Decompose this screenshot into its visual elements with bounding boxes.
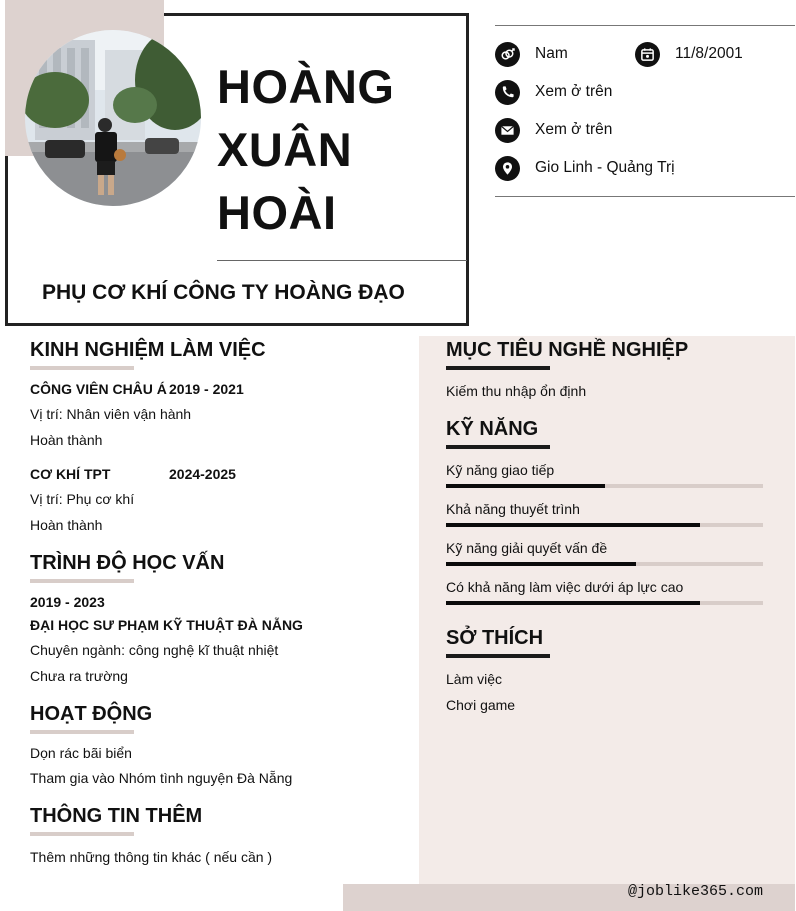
education-period: 2019 - 2023 [30, 594, 105, 610]
education-underline [30, 579, 134, 583]
gender-value: Nam [535, 45, 568, 62]
activity-item-1: Dọn rác bãi biển [30, 745, 132, 761]
experience-title: KINH NGHIỆM LÀM VIỆC [30, 339, 266, 361]
education-title: TRÌNH ĐỘ HỌC VẤN [30, 552, 225, 574]
experience-1-period: 2019 - 2021 [169, 381, 244, 397]
hobbies-title: SỞ THÍCH [446, 627, 544, 649]
experience-2-status: Hoàn thành [30, 517, 103, 533]
skill-bar-4 [446, 601, 763, 605]
birthday-value: 11/8/2001 [675, 45, 743, 62]
skill-name-2: Khả năng thuyết trình [446, 501, 580, 517]
skill-name-4: Có khả năng làm việc dưới áp lực cao [446, 579, 684, 595]
skill-name-1: Kỹ năng giao tiếp [446, 462, 555, 478]
name-line-3: HOÀI [217, 186, 337, 239]
skill-bar-1 [446, 484, 763, 488]
education-school: ĐẠI HỌC SƯ PHẠM KỸ THUẬT ĐÀ NẴNG [30, 617, 303, 633]
skill-bar-fill [446, 562, 636, 566]
education-status: Chưa ra trường [30, 668, 128, 684]
phone-value: Xem ở trên [535, 83, 613, 100]
skill-bar-fill [446, 484, 605, 488]
hobbies-underline [446, 654, 550, 658]
activities-underline [30, 730, 134, 734]
objective-title: MỤC TIÊU NGHỀ NGHIỆP [446, 339, 689, 361]
footer-watermark: @joblike365.com [628, 883, 764, 900]
hobby-item-1: Làm việc [446, 671, 503, 687]
skills-title: KỸ NĂNG [446, 418, 539, 440]
gender-icon [495, 42, 520, 67]
contact-bottom-divider [495, 196, 795, 197]
contact-top-divider [495, 25, 795, 26]
location-icon [495, 156, 520, 181]
name-line-1: HOÀNG [217, 60, 395, 113]
skill-bar-fill [446, 523, 700, 527]
phone-icon [495, 80, 520, 105]
email-icon [495, 118, 520, 143]
experience-1-company: CÔNG VIÊN CHÂU Á [30, 381, 167, 397]
name-divider [217, 260, 467, 261]
objective-text: Kiếm thu nhập ổn định [446, 383, 587, 399]
calendar-icon [635, 42, 660, 67]
experience-underline [30, 366, 134, 370]
job-title: PHỤ CƠ KHÍ CÔNG TY HOÀNG ĐẠO [42, 281, 405, 304]
education-major: Chuyên ngành: công nghệ kĩ thuật nhiệt [30, 642, 279, 658]
avatar [25, 30, 201, 206]
skill-bar-fill [446, 601, 700, 605]
experience-2-period: 2024-2025 [169, 466, 236, 482]
experience-1-status: Hoàn thành [30, 432, 103, 448]
activities-title: HOẠT ĐỘNG [30, 703, 153, 725]
name-line-2: XUÂN [217, 123, 353, 176]
email-value: Xem ở trên [535, 121, 613, 138]
extra-info-text: Thêm những thông tin khác ( nếu cần ) [30, 849, 273, 865]
skill-bar-3 [446, 562, 763, 566]
experience-2-company: CƠ KHÍ TPT [30, 466, 111, 482]
skill-name-3: Kỹ năng giải quyết vấn đề [446, 540, 608, 556]
activity-item-2: Tham gia vào Nhóm tình nguyện Đà Nẵng [30, 770, 293, 786]
extra-info-title: THÔNG TIN THÊM [30, 805, 203, 827]
objective-underline [446, 366, 550, 370]
hobby-item-2: Chơi game [446, 697, 516, 713]
skills-underline [446, 445, 550, 449]
extra-info-underline [30, 832, 134, 836]
experience-2-position: Vị trí: Phụ cơ khí [30, 491, 135, 507]
full-name [217, 55, 457, 244]
profile-photo [25, 30, 201, 206]
skill-bar-2 [446, 523, 763, 527]
address-value: Gio Linh - Quảng Trị [535, 159, 675, 176]
experience-1-position: Vị trí: Nhân viên vận hành [30, 406, 192, 422]
